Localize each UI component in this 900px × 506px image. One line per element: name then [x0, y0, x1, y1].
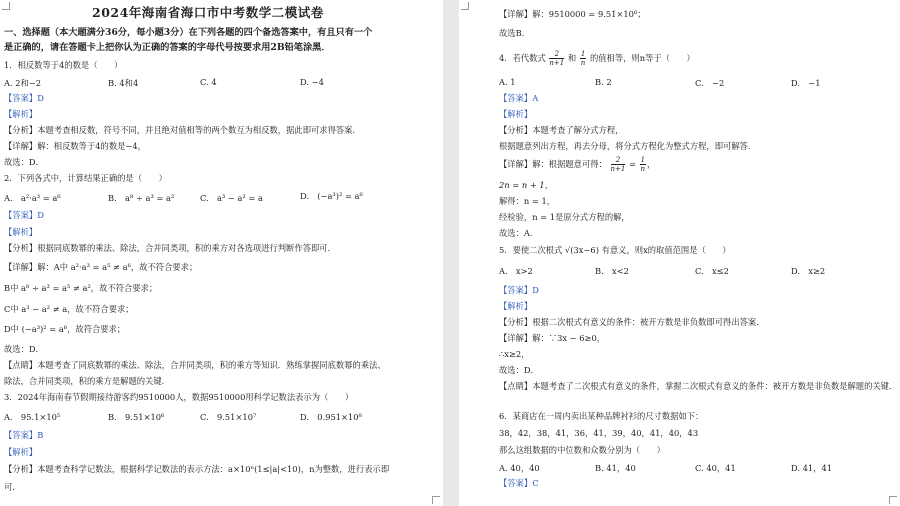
q1-fenxi: 【分析】本题考查相反数，符号不同，并且绝对值相等的两个数互为相反数，据此即可求得答案． [4, 125, 361, 135]
q3-answer: 【答案】B [4, 430, 44, 440]
q2-analysis-tag: 【解析】 [4, 227, 38, 237]
q3-xiangjie: 【详解】解：9510000 = 9.51×10⁶； [499, 9, 646, 19]
q4-fenxi-cont: 根据题意列出方程，再去分母，将分式方程化为整式方程，即可解答． [499, 141, 757, 151]
q4-line-b: 解得：n = 1， [499, 196, 556, 206]
question-6-stem: 6．某商店在一周内卖出某种品牌衬衫的尺寸数据如下： [499, 411, 704, 421]
q1-option-a: A. 2和−2 [4, 78, 42, 88]
q4-option-c: C. −2 [695, 78, 725, 88]
question-2-stem: 2．下列各式中，计算结果正确的是（ ） [4, 173, 167, 183]
q4-frac1-den: n+1 [549, 59, 565, 67]
q6-question: 那么这组数据的中位数和众数分别为（ ） [499, 445, 665, 455]
page-corner-mark [2, 2, 10, 10]
q2-dianjing-cont: 除法，合并同类项，积的乘方是解题的关键． [4, 376, 170, 386]
q2-option-a: A. a²·a³ = a⁶ [4, 193, 61, 203]
q4-analysis-tag: 【解析】 [499, 109, 533, 119]
q4-frac2-den: n [580, 59, 586, 67]
q3-analysis-tag: 【解析】 [4, 447, 38, 457]
q3-option-a: A. 95.1×10⁵ [4, 412, 61, 422]
q4-option-d: D. −1 [791, 78, 821, 88]
q6-answer: 【答案】C [499, 478, 539, 488]
q5-answer: 【答案】D [499, 285, 539, 295]
q2-b-line: B中 a⁸ ÷ a³ = a⁵ ≠ a²，故不符合要求； [4, 283, 158, 293]
q3-option-b: B. 9.51×10⁶ [108, 412, 165, 422]
q4-eq-left-num: 2 [611, 156, 626, 165]
q5-option-c: C. x≤2 [695, 266, 729, 276]
q4-option-a: A. 1 [499, 77, 516, 87]
q4-choose: 故选：A． [499, 228, 539, 238]
q3-fenxi: 【分析】本题考查科学记数法，根据科学记数法的表示方法：a×10ⁿ(1≤|a|<10)，n为整数，进行表示即 [4, 464, 390, 474]
q4-xiangjie: 【详解】解：根据题意可得： $\frac{2}{n+1}$ = $\frac{1}{n}$ ， [499, 156, 656, 173]
page-title: 2024年海南省海口市中考数学二模试卷 [92, 5, 324, 20]
q1-analysis-tag: 【解析】 [4, 109, 38, 119]
left-page [0, 0, 443, 506]
page-corner-mark [461, 2, 469, 10]
q4-line-c: 经检验，n = 1是原分式方程的解， [499, 212, 630, 222]
question-1-stem: 1．相反数等于4的数是（ ） [4, 60, 123, 70]
q4-equals-sign: = [628, 159, 636, 169]
q1-xiangjie: 【详解】解：相反数等于4的数是−4， [4, 141, 146, 151]
q4-eq-right [640, 156, 646, 173]
q4-option-b: B. 2 [595, 77, 612, 87]
q4-eq-left [611, 156, 626, 173]
q1-option-d: D. −4 [300, 77, 324, 87]
page-corner-mark [432, 496, 440, 504]
q1-choose: 故选：D． [4, 157, 44, 167]
q1-answer: 【答案】D [4, 93, 44, 103]
q3-choose: 故选B． [499, 28, 530, 38]
q4-fraction-2 [580, 50, 586, 67]
q6-option-a: A. 40，40 [499, 463, 540, 473]
q5-option-a: A. x>2 [499, 266, 533, 276]
q6-data: 38，42，38，41，36，41，39，40，41，40，43 [499, 428, 699, 438]
q5-dianjing: 【点睛】本题考查了二次根式有意义的条件，掌握二次根式有意义的条件：被开方数是非负数是解题的关键． [499, 381, 898, 391]
q2-answer: 【答案】D [4, 210, 44, 220]
q3-fenxi-cont: 可． [4, 482, 21, 492]
question-3-stem: 3．2024年海南春节假期接待游客约9510000人，数据9510000用科学记数法表示为（ ） [4, 392, 354, 402]
q4-stem-pre: 4．若代数式 [499, 53, 546, 63]
q6-option-c: C. 40，41 [695, 463, 736, 473]
q4-stem-mid: 和 [567, 53, 577, 63]
q4-frac2-num: 1 [580, 50, 586, 58]
right-page [459, 0, 900, 506]
q1-option-c: C. 4 [200, 77, 217, 87]
question-5-stem: 5．要使二次根式 √(3x−6) 有意义，则x的取值范围是（ ） [499, 245, 731, 255]
q4-fraction-1 [549, 50, 564, 67]
q4-eq-right-num: 1 [640, 156, 646, 164]
q1-option-b: B. 4和4 [108, 78, 139, 88]
q5-xiangjie: 【详解】解：∵3x − 6≥0， [499, 333, 606, 343]
q3-option-c: C. 9.51×10⁷ [200, 412, 257, 422]
q5-option-d: D. x≥2 [791, 266, 826, 276]
page-corner-mark [889, 496, 897, 504]
q2-fenxi: 【分析】根据同底数幂的乘法、除法，合并同类项，积的乘方对各选项进行判断作答即可． [4, 243, 336, 253]
q2-option-b: B. a⁸ ÷ a³ = a² [108, 193, 175, 203]
q5-option-b: B. x<2 [595, 266, 629, 276]
q2-xiangjie: 【详解】解：A中 a²·a³ = a⁵ ≠ a⁶，故不符合要求； [4, 262, 198, 272]
question-4-stem [499, 50, 695, 67]
q4-eq-right-den: n [640, 165, 646, 173]
page-gutter [443, 0, 459, 506]
q5-analysis-tag: 【解析】 [499, 301, 533, 311]
q5-line-a: ∴x≥2， [499, 349, 530, 359]
q5-choose: 故选：D． [499, 365, 539, 375]
q4-eq-left-den: n+1 [610, 165, 626, 173]
section-heading: 一、选择题（本大题满分36分，每小题3分）在下列各题的四个备选答案中，有且只有一个 [4, 27, 373, 38]
q5-fenxi: 【分析】根据二次根式有意义的条件：被开方数是非负数即可得出答案． [499, 317, 765, 327]
q4-answer: 【答案】A [499, 93, 539, 103]
q4-xiangjie-pre: 【详解】解：根据题意可得： [499, 159, 607, 169]
q4-frac1-num: 2 [549, 50, 564, 59]
q2-dianjing: 【点睛】本题考查了同底数幂的乘法、除法，合并同类项，积的乘方等知识．熟练掌握同底数幂的乘法、 [4, 360, 386, 370]
q2-option-c: C. a³ − a² = a [200, 193, 263, 203]
q2-choose: 故选：D． [4, 344, 44, 354]
q6-option-d: D. 41，41 [791, 463, 833, 473]
q4-line-a: 2n = n + 1， [499, 180, 553, 190]
q2-d-line: D中 (−a³)² = a⁶，故符合要求； [4, 324, 126, 334]
q2-option-d: D. (−a³)² = a⁶ [300, 191, 363, 201]
q4-stem-post: 的值相等，则n等于（ ） [589, 53, 695, 63]
section-heading-cont: 是正确的，请在答题卡上把你认为正确的答案的字母代号按要求用2B铅笔涂黑． [4, 42, 331, 53]
q4-fenxi: 【分析】本题考查了解分式方程， [499, 125, 624, 135]
q3-option-d: D. 0.951×10⁸ [300, 412, 362, 422]
q6-option-b: B. 41，40 [595, 463, 636, 473]
q2-c-line: C中 a³ − a² ≠ a，故不符合要求； [4, 304, 134, 314]
